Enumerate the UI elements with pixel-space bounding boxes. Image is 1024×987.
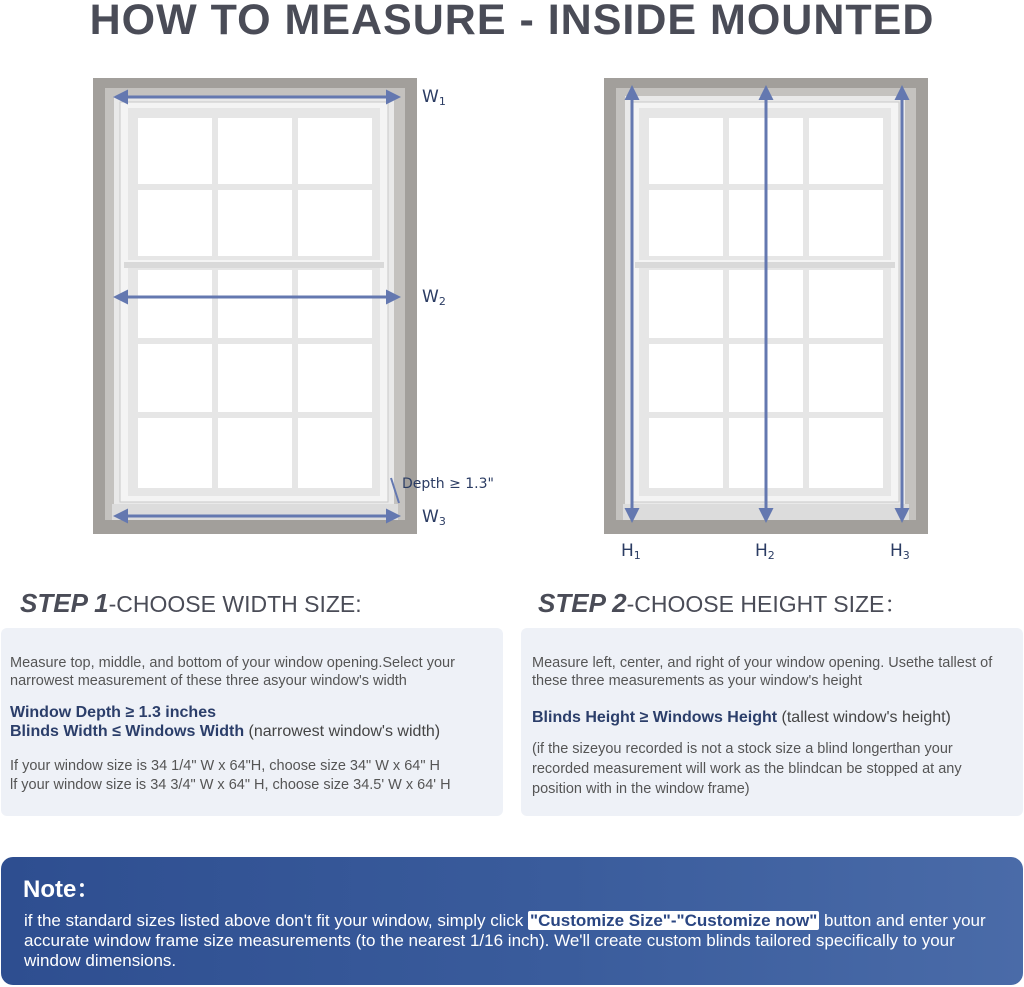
step2-detail: (if the sizeyou recorded is not a stock size a blind longerthan your recorded measurement will work as the blindcan be stopped at any position with in the window frame) <box>532 741 962 797</box>
step1-number: STEP 1 <box>20 588 109 618</box>
page-title: HOW TO MEASURE - INSIDE MOUNTED <box>89 0 935 44</box>
w3-label: W3 <box>422 507 446 528</box>
depth-rule: Window Depth ≥ 1.3 inches <box>10 704 216 721</box>
step1-intro: Measure top, middle, and bottom of your window opening.Select your narrowest measurement of these three asyour window's width <box>10 655 455 689</box>
step2-card <box>521 628 1023 816</box>
h3-label: H3 <box>890 541 910 562</box>
step2-heading <box>538 586 907 619</box>
width-rule-note: (narrowest window's width) <box>248 723 441 740</box>
note-banner <box>1 857 1023 985</box>
step2-number: STEP 2 <box>538 588 627 618</box>
step1-title: -CHOOSE WIDTH SIZE: <box>108 591 362 617</box>
note-text: if the standard sizes listed above don't fit your window, simply click "Customize Size"-"Customize now" button and enter your accurate window frame size measurements (to the nearest 1/16 inch). We'll create custom blinds tailored specifically to your window dimensions. <box>24 911 986 970</box>
step1-card <box>1 628 503 816</box>
note-title: Note： <box>23 876 101 903</box>
w2-label: W2 <box>422 287 446 308</box>
step2-intro: Measure left, center, and right of your window opening. Usethe tallest of these three measurements as your window's height <box>532 655 993 689</box>
window-left <box>93 78 417 534</box>
height-rule-note: (tallest window's height) <box>781 709 951 726</box>
h2-label: H2 <box>755 541 775 562</box>
width-rule: Blinds Width ≤ Windows Width (narrowest window's width) <box>10 723 441 740</box>
w1-label: W1 <box>422 87 446 108</box>
customize-now-highlight: "Customize Size"-"Customize now" <box>530 911 818 930</box>
h1-label: H1 <box>621 541 641 562</box>
step1-heading <box>20 588 362 619</box>
example-1: If your window size is 34 1/4" W x 64"H, choose size 34" W x 64" H <box>10 758 440 774</box>
example-2: lf your window size is 34 3/4" W x 64" H, choose size 34.5' W x 64' H <box>10 777 451 793</box>
step2-title: -CHOOSE HEIGHT SIZE： <box>626 591 908 617</box>
height-rule: Blinds Height ≥ Windows Height (tallest window's height) <box>532 709 951 726</box>
depth-label: Depth ≥ 1.3" <box>402 476 494 492</box>
